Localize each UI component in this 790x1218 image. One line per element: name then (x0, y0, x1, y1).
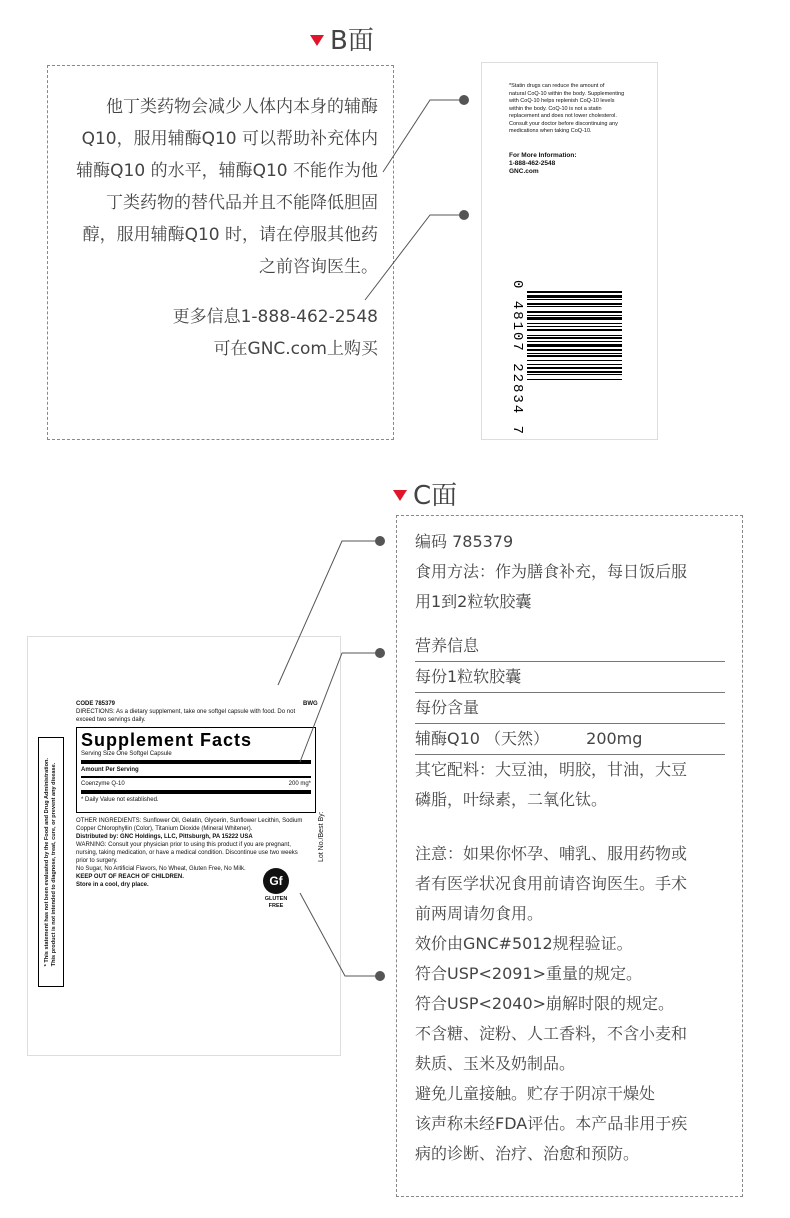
label-directions: DIRECTIONS: As a dietary supplement, take one softgel capsule with food. Do not exceed two servings daily. (76, 709, 296, 723)
c-nutrition-header: 营养信息 (415, 631, 725, 662)
fda-statement-box (38, 737, 64, 987)
fda-statement: * This statement has not been evaluated by the Food and Drug Administration. This product is not intended to diagnose, treat, cure, or prevent any disease. (44, 757, 57, 967)
gluten-free-text: GLUTEN FREE (264, 896, 288, 909)
barcode (527, 291, 622, 429)
sf-amount-per-serving: Amount Per Serving (81, 767, 139, 773)
sf-thick-rule (81, 790, 311, 794)
c-other-ingredients: 其它配料：大豆油，明胶，甘油，大豆 (415, 760, 688, 779)
barcode-bar (527, 360, 622, 361)
barcode-bar (527, 349, 622, 351)
c-translation-content (415, 527, 725, 1169)
barcode-bar (527, 335, 622, 336)
b-label-image (481, 62, 658, 440)
triangle-marker-icon (310, 35, 324, 46)
barcode-bar (527, 329, 622, 331)
b-section-title: B面 (310, 20, 374, 57)
connector-dot-icon (375, 536, 385, 546)
barcode-bar (527, 379, 622, 380)
sf-thick-rule (81, 760, 311, 764)
label-body: OTHER INGREDIENTS: Sunflower Oil, Gelatin, Glycerin, Sunflower Lecithin, Sodium Copper Chlorophyllin (Color), Titanium Dioxide (Mineral Whitener). Distributed by: GNC Holdings, LLC, Pittsburgh, PA 15222 USA WARNING: Consult your physician prior to using this product if you are pregnant, nursing, taking medication, or have a medical condition. Discontinue use two weeks prior to surgery. No Sugar, No Artificial Flavors, No Wheat, Gluten Free, No Milk. KEEP OUT OF REACH OF CHILDREN. Store in a cool, dry place. (76, 818, 303, 888)
c-section-title: C面 (393, 475, 457, 512)
c-directions-line: 食用方法：作为膳食补充，每日饭后服 (415, 562, 688, 581)
supplement-facts-panel (76, 727, 316, 813)
c-translation-box (396, 515, 743, 1197)
b-label-info: For More Information: 1-888-462-2548 GNC.com (509, 152, 577, 175)
barcode-digits: 0 48107 22834 7 (509, 279, 525, 437)
barcode-bar (527, 303, 622, 305)
barcode-digits-wrap (510, 278, 524, 438)
barcode-bar (527, 306, 622, 307)
c-ingredient-row: 辅酶Q10 （天然） 200mg (415, 724, 725, 755)
c-code: 编码 785379 (415, 532, 514, 551)
label-code: CODE 785379 (76, 701, 116, 707)
b-statin-paragraph: 他丁类药物会减少人体内本身的辅酶 Q10，服用辅酶Q10 可以帮助补充体内 辅酶Q10 的水平，辅酶Q10 不能作为他 丁类药物的替代品并且不能降低胆固 醇，服用辅酶Q10 时，请在停服其他药 之前咨询医生。 (76, 97, 378, 277)
c-other-ingredients: 磷脂，叶绿素，二氧化钛。 (415, 790, 608, 809)
connector-dot-icon (375, 971, 385, 981)
c-label-image (27, 636, 341, 1056)
connector-line-b1 (383, 100, 464, 172)
connector-dot-icon (375, 648, 385, 658)
b-translation-box (47, 65, 394, 440)
c-per-serving: 每份含量 (415, 693, 725, 724)
sf-dv-note: * Daily Value not established. (81, 797, 159, 803)
b-label-statement: *Statin drugs can reduce the amount of natural CoQ-10 within the body. Supplementing with CoQ-10 helps replenish CoQ-10 levels within the body. CoQ-10 is not a statin replacement and does not lower cholesterol. Consult your doctor before discontinuing any medications when taking CoQ-10. (509, 83, 625, 134)
barcode-bar (527, 355, 622, 357)
barcode-bar (527, 291, 622, 293)
barcode-bar (527, 371, 622, 373)
barcode-bar (527, 353, 622, 354)
barcode-bar (527, 344, 622, 347)
lot-best-by: Lot No./Best By: (318, 811, 325, 862)
triangle-marker-icon (393, 490, 407, 501)
barcode-bar (527, 317, 622, 320)
sf-rule (81, 776, 311, 778)
b-info-paragraph: 更多信息1-888-462-2548 可在GNC.com上购买 (172, 307, 378, 359)
barcode-bar (527, 323, 622, 324)
barcode-bar (527, 295, 622, 298)
barcode-bar (527, 299, 622, 300)
connector-dot-icon (459, 210, 469, 220)
barcode-bar (527, 374, 622, 375)
c-serving-size: 每份1粒软胶囊 (415, 662, 725, 693)
barcode-bar (527, 341, 622, 342)
sf-serving-size: Serving Size One Softgel Capsule (81, 751, 172, 757)
barcode-bar (527, 326, 622, 327)
barcode-bar (527, 315, 622, 316)
barcode-bar (527, 311, 622, 313)
barcode-bar (527, 367, 622, 369)
c-notes: 注意：如果你怀孕、哺乳、服用药物或 者有医学状况食用前请咨询医生。手术 前两周请勿食用。 效价由GNC#5012规程验证。 符合USP<2091>重量的规定。 符合USP<2040>崩解时限的规定。 不含糖、淀粉、人工香料，不含小麦和 麸质、玉米及奶制品。 避免儿童接触。贮存于阴凉干燥处 该声称未经FDA评估。本产品非用于疾 病的诊断、治疗、治愈和预防。 (415, 844, 688, 1163)
barcode-bar (527, 337, 622, 339)
c-directions-line: 用1到2粒软胶囊 (415, 592, 532, 611)
label-bwg: BWG (303, 701, 318, 707)
supplement-facts-title: Supplement Facts (81, 730, 253, 750)
connector-dot-icon (459, 95, 469, 105)
gluten-free-logo-icon: Gf (263, 868, 289, 894)
barcode-bar (527, 364, 622, 365)
sf-ingredient-row: Coenzyme Q-10 200 mg* (81, 781, 311, 787)
